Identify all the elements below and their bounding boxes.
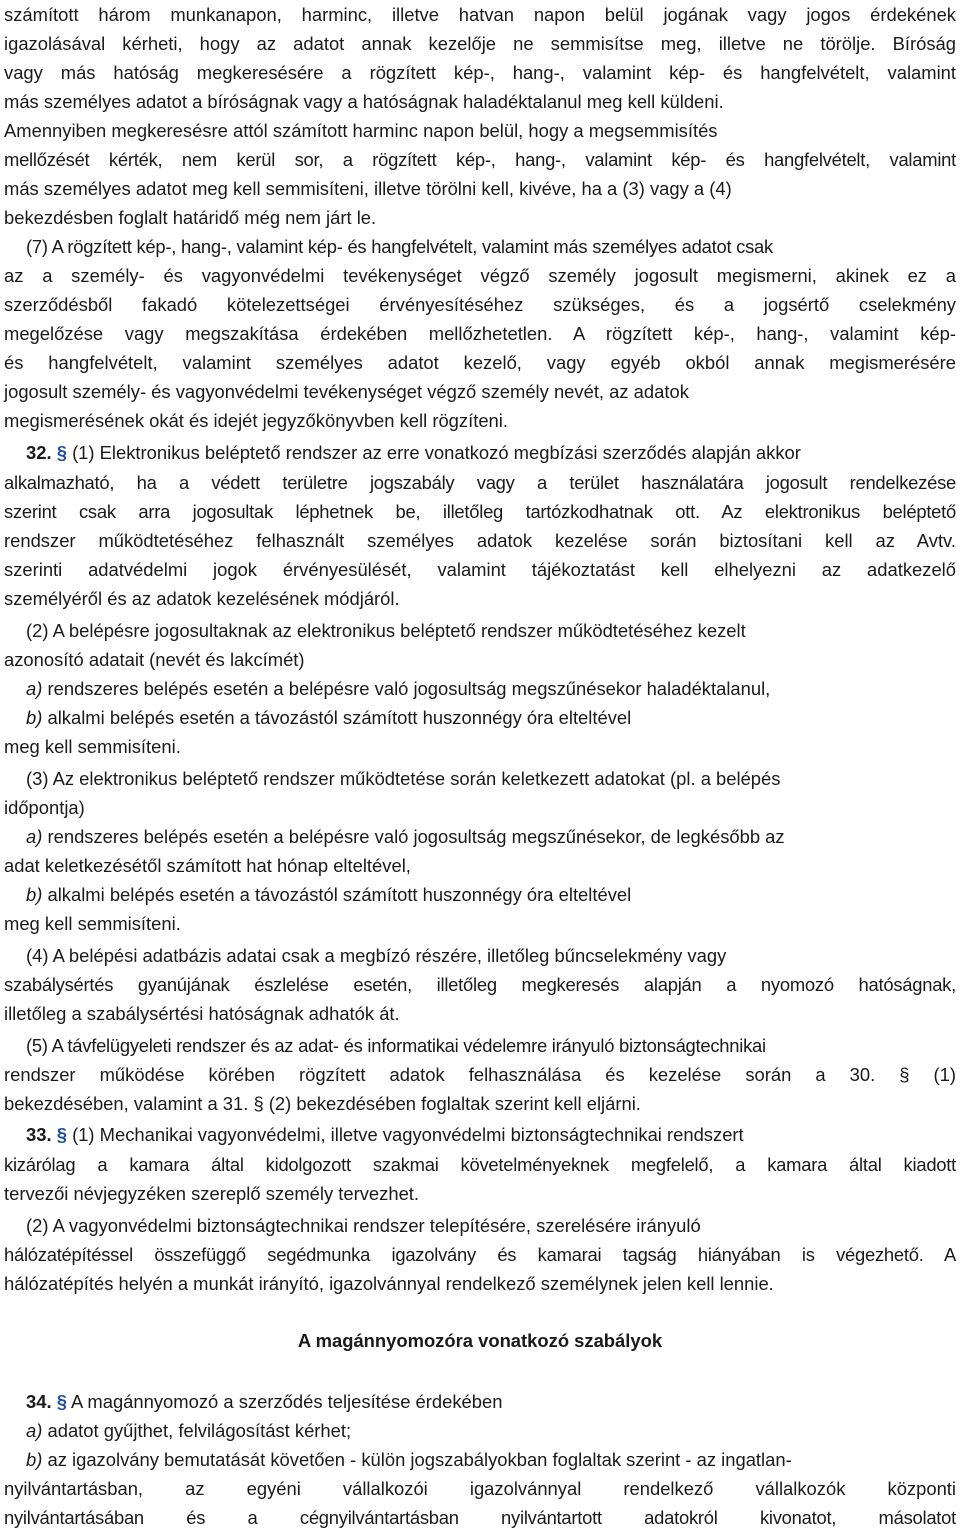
text-line: az igazolvány bemutatását követően - külön jogszabályokban foglaltak szerint - az ingatlan- (47, 1449, 792, 1470)
list-item (26, 674, 956, 704)
text-line: nyilvántartásban, az egyéni vállalkozói igazolvánnyal rendelkező vállalkozók központi (4, 1478, 956, 1499)
text-line: adatot gyűjthet, felvilágosítást kérhet; (47, 1420, 352, 1441)
text-line: (2) A vagyonvédelmi biztonságtechnikai rendszer telepítésére, szerelésére irányuló (26, 1215, 701, 1236)
text-line: azonosító adatait (nevét és lakcímét) (4, 649, 305, 670)
text-line: megismerésének okát és idejét jegyzőkönyvben kell rögzíteni. (4, 410, 508, 431)
list-item (26, 822, 956, 852)
text-line: megelőzése vagy megszakítása érdekében mellőzhetetlen. A rögzített kép-, hang-, valamint kép- (4, 323, 956, 344)
section-33-first-line (26, 1120, 956, 1150)
text-line: mellőzését kérték, nem kerül sor, a rögzített kép-, hang-, valamint kép- és hangfelvételt, valamint (4, 149, 956, 170)
paragraph-sign: § (56, 442, 67, 463)
text-line: szabálysértés gyanújának észlelése esetén, illetőleg megkeresés alapján a nyomozó hatóságnak, (4, 974, 956, 995)
text-line: A magánnyomozó a szerződés teljesítése érdekében (71, 1391, 503, 1412)
paragraph-sign: § (56, 1391, 67, 1412)
section-number: 33. (26, 1124, 52, 1145)
text-line: (5) A távfelügyeleti rendszer és az adat- és informatikai védelemre irányuló biztonságtechnikai (26, 1035, 766, 1056)
text-line: illetőleg a szabálysértési hatóságnak adhatók át. (4, 1003, 400, 1024)
text-line: szerinti adatvédelmi jogok érvényesülését, valamint tájékoztatást kell elhelyezni az adatkezelő (4, 559, 956, 580)
text-line: rendszer működése körében rögzített adatok felhasználása és kezelése során a 30. § (1) (4, 1064, 956, 1085)
text-line: kizárólag a kamara által kidolgozott szakmai követelményeknek megfelelő, a kamara által kiadott (4, 1154, 956, 1175)
text-line: nyilvántartásában és a cégnyilvántartásban nyilvántartott adatokról kivonatot, másolatot (4, 1507, 956, 1528)
text-line: jogosult személy- és vagyonvédelmi tevékenységet végző személy nevét, az adatok (4, 381, 689, 402)
text-line: (4) A belépési adatbázis adatai csak a megbízó részére, illetőleg bűncselekmény vagy (26, 945, 727, 966)
item-label: b) (26, 1449, 43, 1470)
item-label: a) (26, 826, 43, 847)
text-line: igazolásával kérheti, hogy az adatot annak kezelője ne semmisítse meg, illetve ne törölje. Bíróság (4, 33, 956, 54)
text-line: (1) Elektronikus beléptető rendszer az erre vonatkozó megbízási szerződés alapján akkor (72, 442, 801, 463)
text-line: bekezdésben foglalt határidő még nem járt le. (4, 207, 377, 228)
text-line: (2) A belépésre jogosultaknak az elektronikus beléptető rendszer működtetéséhez kezelt (26, 620, 746, 641)
text-line: számított három munkanapon, harminc, illetve hatvan napon belül jogának vagy jogos érdekének (4, 4, 956, 25)
section-32-first-line (26, 438, 956, 468)
text-line: személyéről és az adatok kezelésének módjáról. (4, 588, 400, 609)
text-line: időpontja) (4, 797, 85, 818)
paragraph-sign: § (56, 1124, 67, 1145)
item-label: a) (26, 678, 43, 699)
text-line: alkalmi belépés esetén a távozástól számított huszonnégy óra elteltével (47, 884, 632, 905)
text-line: (1) Mechanikai vagyonvédelmi, illetve vagyonvédelmi biztonságtechnikai rendszert (72, 1124, 744, 1145)
text-line: más személyes adatot a bíróságnak vagy a hatóságnak haladéktalanul meg kell küldeni. (4, 91, 724, 112)
text-line: hálózatépítés helyén a munkát irányító, igazolvánnyal rendelkező személynek jelen kell lennie. (4, 1273, 774, 1294)
text-line: és hangfelvételt, valamint személyes adatot kezelő, vagy egyéb okból annak megismerésére (4, 352, 956, 373)
section-number: 32. (26, 442, 52, 463)
text-line: bekezdésében, valamint a 31. § (2) bekezdésében foglaltak szerint kell eljárni. (4, 1093, 641, 1114)
text-line: szerint csak arra jogosultak léphetnek be, illetőleg tartózkodhatnak ott. Az elektronikus beléptető (4, 501, 956, 522)
text-line: meg kell semmisíteni. (4, 913, 181, 934)
list-item (26, 1445, 956, 1475)
text-line: adat keletkezésétől számított hat hónap elteltével, (4, 855, 411, 876)
list-item (26, 1416, 956, 1446)
text-line: rendszer működtetéséhez felhasznált személyes adatok kezelése során biztosítani kell az Avtv. (4, 530, 956, 551)
text-line: tervezői névjegyzéken szereplő személy tervezhet. (4, 1183, 420, 1204)
list-item (26, 703, 956, 733)
text-line: Amennyiben megkeresésre attól számított harminc napon belül, hogy a megsemmisítés (4, 120, 718, 141)
item-label: b) (26, 884, 43, 905)
item-label: b) (26, 707, 43, 728)
section-heading: A magánnyomozóra vonatkozó szabályok (297, 1330, 663, 1351)
text-line: szerződésből fakadó kötelezettségei érvényesítéséhez szükséges, és a jogsértő cselekmény (4, 294, 956, 315)
section-34-first-line (26, 1387, 956, 1417)
text-line: alkalmi belépés esetén a távozástól számított huszonnégy óra elteltével (47, 707, 632, 728)
text-line: hálózatépítéssel összefüggő segédmunka igazolvány és kamarai tagság hiányában is végezhető. A (4, 1244, 956, 1265)
item-label: a) (26, 1420, 43, 1441)
text-line: alkalmazható, ha a védett területre jogszabály vagy a terület használatára jogosult rendelkezése (4, 472, 956, 493)
text-line: vagy más hatóság megkeresésére a rögzített kép-, hang-, valamint kép- és hangfelvételt, valamint (4, 62, 956, 83)
text-line: meg kell semmisíteni. (4, 736, 181, 757)
text-line: az a személy- és vagyonvédelmi tevékenységet végző személy jogosult megismerni, akinek ez a (4, 265, 956, 286)
text-line: rendszeres belépés esetén a belépésre való jogosultság megszűnésekor, de legkésőbb az (47, 826, 785, 847)
text-line: (7) A rögzített kép-, hang-, valamint kép- és hangfelvételt, valamint más személyes adatot csak (26, 236, 773, 257)
list-item (26, 880, 956, 910)
text-line: rendszeres belépés esetén a belépésre való jogosultság megszűnésekor haladéktalanul, (47, 678, 771, 699)
text-line: más személyes adatot meg kell semmisíteni, illetve törölni kell, kivéve, ha a (3) vagy a (4) (4, 178, 732, 199)
section-number: 34. (26, 1391, 52, 1412)
text-line: (3) Az elektronikus beléptető rendszer működtetése során keletkezett adatokat (pl. a belépés (26, 768, 781, 789)
